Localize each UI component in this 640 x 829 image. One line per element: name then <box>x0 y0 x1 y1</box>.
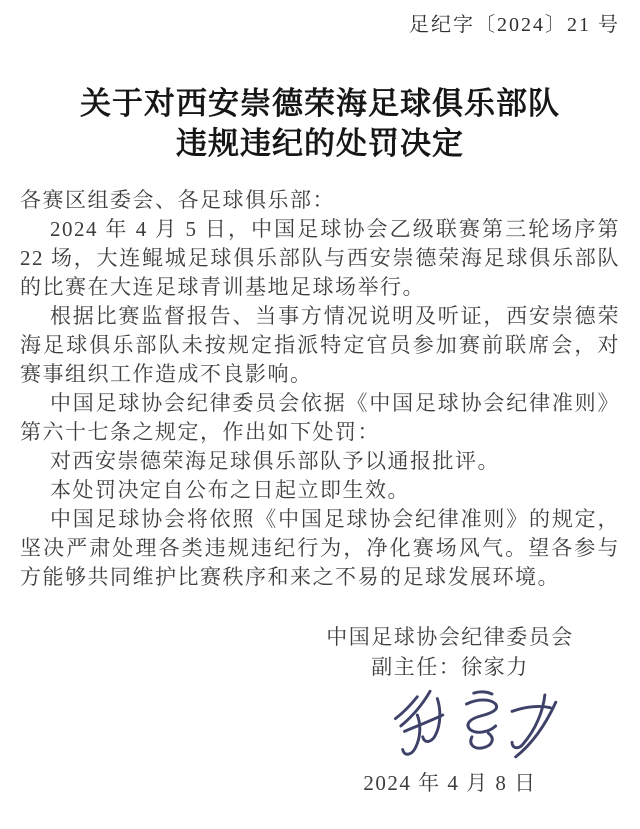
document-number: 足纪字〔2024〕21 号 <box>409 14 620 36</box>
body-paragraph: 根据比赛监督报告、当事方情况说明及听证，西安崇德荣海足球俱乐部队未按规定指派特定官员参加赛前联席会，对赛事组织工作造成不良影响。 <box>20 304 620 386</box>
signature-block <box>310 622 590 798</box>
body-paragraph: 中国足球协会纪律委员会依据《中国足球协会纪律准则》第六十七条之规定，作出如下处罚： <box>20 391 620 444</box>
body-paragraph: 中国足球协会将依照《中国足球协会纪律准则》的规定，坚决严肃处理各类违规违纪行为，净化赛场风气。望各参与方能够共同维护比赛秩序和来之不易的足球发展环境。 <box>20 507 620 589</box>
title-line-2: 违规违纪的处罚决定 <box>176 126 464 161</box>
document-body <box>0 186 640 592</box>
document-title <box>0 84 640 164</box>
signature-organization: 中国足球协会纪律委员会 <box>326 625 574 649</box>
body-paragraph: 本处罚决定自公布之日起立即生效。 <box>50 478 410 502</box>
title-line-1: 关于对西安崇德荣海足球俱乐部队 <box>80 86 560 121</box>
salutation: 各赛区组委会、各足球俱乐部： <box>20 188 335 212</box>
body-paragraph: 对西安崇德荣海足球俱乐部队予以通报批评。 <box>50 449 500 473</box>
signature-date: 2024 年 4 月 8 日 <box>363 771 537 795</box>
paragraph-list <box>20 215 620 592</box>
signature-handwriting-icon <box>384 684 569 766</box>
body-paragraph: 2024 年 4 月 5 日，中国足球协会乙级联赛第三轮场序第 22 场，大连鲲城足球俱乐部队与西安崇德荣海足球俱乐部队的比赛在大连足球青训基地足球场举行。 <box>20 217 620 299</box>
signature-signer-title: 副主任：徐家力 <box>371 655 529 679</box>
